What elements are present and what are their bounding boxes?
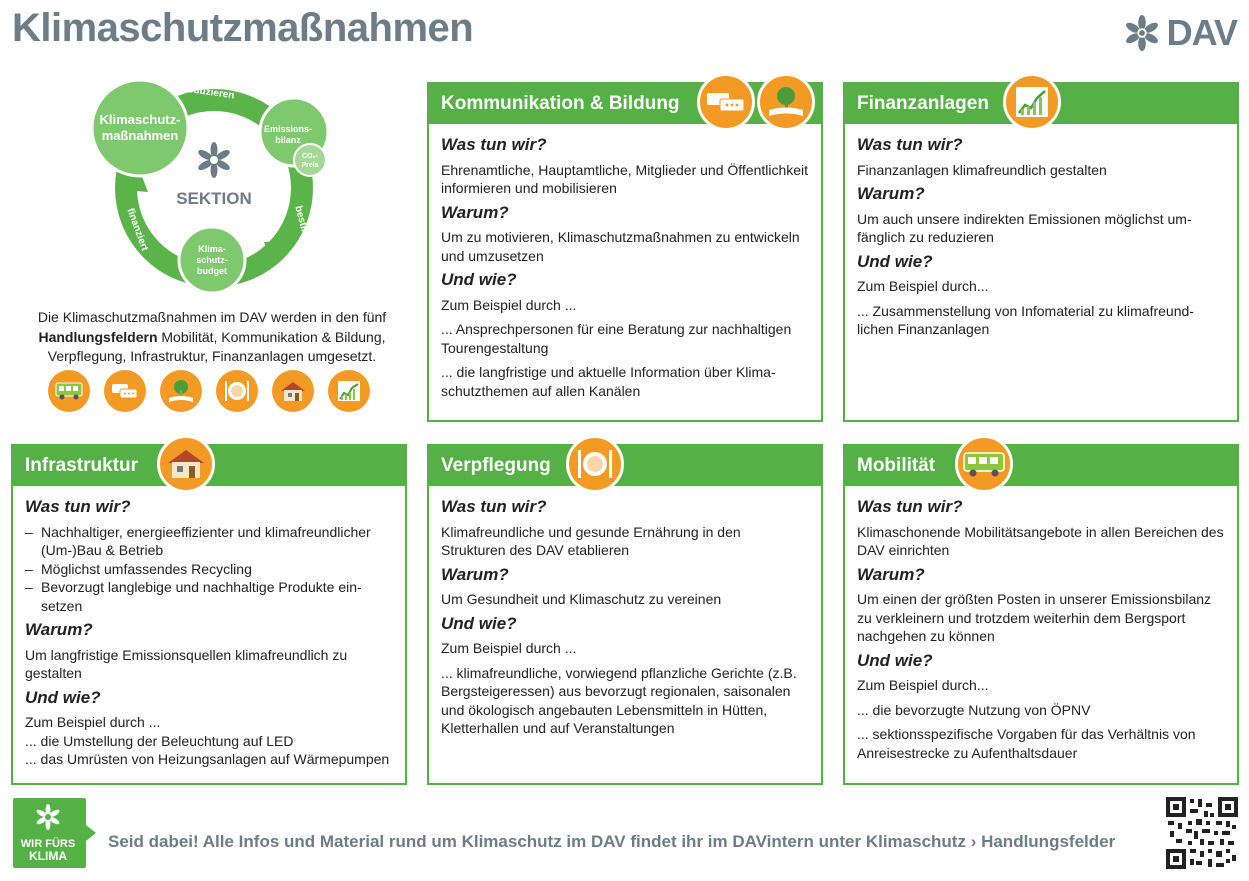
budget-line1: Klima- [198, 244, 226, 254]
answer-why: Um langfristige Emissionsquellen klimafreundlich zu gestalten [25, 646, 348, 681]
answer-why: Um Gesundheit und Klimaschutz zu vereinen [441, 591, 722, 607]
main-circle-line1: Klimaschutz- [99, 112, 181, 127]
question-how: Und wie? [441, 270, 517, 289]
speech-bubbles-icon [697, 73, 755, 131]
answer-how-item: ... die Umstellung der Beleuchtung auf LED [25, 732, 294, 749]
intro-part2: Mobilität, Kommunikation & Bildung, [157, 328, 386, 345]
emissions-line1: Emissions- [263, 124, 313, 134]
arc-label-right: bestimmt [292, 204, 315, 251]
footer-text: Seid dabei! Alle Infos und Material rund um Klimaschutz im DAV findet ihr im DAVintern unter Klimaschutz › Handlungsfelder [108, 832, 1116, 851]
answer-how-item: ... die bevorzugte Nutzung von ÖPNV [857, 701, 1091, 718]
question-what: Was tun wir? [441, 135, 547, 154]
answer-why: Um zu motivieren, Klimaschutzmaßnahmen zu entwickeln und umzusetzen [441, 229, 800, 264]
box-infrastruktur [11, 444, 407, 785]
chart-icon [1003, 73, 1061, 131]
answer-what: Klimaschonende Mobilitätsangebote in allen Bereichen des DAV einrichten [857, 523, 1224, 558]
answer-how-item: ... Zusammenstellung von Infomaterial zu klimafreundlichen Finanzanlagen [857, 302, 1194, 337]
list-item: – Bevorzugt langlebige und nachhaltige Produkte einsetzen [25, 578, 393, 615]
list-item: – Nachhaltiger, energieeffizienter und klimafreundlicher (Um-)Bau & Betrieb [25, 523, 393, 560]
answer-what: Finanzanlagen klimafreundlich gestalten [857, 161, 1107, 178]
answer-why: Um einen der größten Posten in unserer Emissionsbilanz zu verkleinern und trotzdem weiterhin dem Bergsport nachgehen zu können [857, 591, 1212, 644]
answer-how-item: ... die langfristige und aktuelle Information über Klimaschutzthemen auf allen Kanälen [441, 364, 776, 399]
question-what: Was tun wir? [25, 497, 131, 516]
qr-code[interactable] [1166, 797, 1238, 869]
intro-bold: Handlungsfeldern [38, 328, 158, 345]
house-icon [272, 370, 314, 412]
answer-how-item: ... klimafreundliche, vorwiegend pflanzliche Gerichte (z.B. Bergsteigeressen) aus bevorzugt regionalen, saisonalen und ökologisch angebauten Lebensmitteln in Hütten, Kletterhallen und auf Veranstaltungen [441, 664, 797, 736]
answer-how-item: ... das Umrüsten von Heizungsanlagen auf Wärmepumpen [25, 751, 390, 767]
question-how: Und wie? [857, 251, 933, 271]
answer-what: Klimafreundliche und gesunde Ernährung in den Strukturen des DAV etablieren [441, 523, 741, 558]
speech-bubbles-icon [104, 370, 146, 412]
edelweiss-icon [197, 142, 232, 178]
answer-how-item: ... Ansprechpersonen für eine Beratung zur nachhaltigen Tourengestaltung [441, 321, 792, 356]
question-why: Warum? [441, 202, 509, 222]
plate-icon [216, 370, 258, 412]
tree-book-icon [160, 370, 202, 412]
question-why: Warum? [857, 564, 925, 584]
question-how: Und wie? [25, 687, 101, 707]
intro-part1: Die Klimaschutzmaßnahmen im DAV werden in den fünf [37, 309, 387, 325]
box-kommunikation [427, 82, 823, 422]
box-mobilitaet-title: Mobilität [845, 446, 1237, 486]
dav-logo-text: DAV [1166, 12, 1237, 53]
box-mobilitaet [843, 444, 1239, 785]
intro-part3: Verpflegung, Infrastruktur, Finanzanlagen umgesetzt. [47, 348, 377, 364]
question-how: Und wie? [857, 650, 933, 670]
box-finanzanlagen-title: Finanzanlagen [845, 84, 1237, 124]
answer-how: Zum Beispiel durch ... [25, 714, 161, 730]
question-what: Was tun wir? [857, 135, 963, 154]
arc-label-top: reduzieren [183, 83, 236, 102]
dav-logo [1123, 12, 1237, 54]
chart-icon [328, 370, 370, 412]
answer-what: Ehrenamtliche, Hauptamtliche, Mitglieder und Öffentlichkeit informieren und mobilisieren [441, 161, 809, 196]
co2-line2: Preis [301, 162, 319, 169]
wir-fuers-klima-badge [12, 797, 98, 869]
badge-line2: KLIMA [29, 849, 67, 863]
box-infrastruktur-title: Infrastruktur [13, 446, 405, 486]
box-finanzanlagen [843, 82, 1239, 422]
list-item: – Möglichst umfassendes Recycling [25, 560, 393, 579]
question-why: Warum? [441, 564, 509, 584]
badge-line1: WIR FÜRS [20, 838, 76, 850]
budget-line2: schutz- [196, 255, 228, 265]
emissions-line2: bilanz [275, 135, 301, 145]
icon-row [48, 370, 370, 412]
house-icon [157, 435, 215, 493]
answer-why: Um auch unsere indirekten Emissionen möglichst umfänglich zu reduzieren [857, 210, 1192, 245]
plate-icon [566, 435, 624, 493]
question-why: Warum? [857, 184, 925, 203]
edelweiss-icon [1123, 14, 1161, 52]
co2-circle [294, 144, 326, 176]
budget-line3: budget [197, 266, 227, 276]
box-verpflegung [427, 444, 823, 785]
page-title: Klimaschutzmaßnahmen [12, 6, 474, 50]
bus-icon [48, 370, 90, 412]
question-why: Warum? [25, 620, 93, 639]
intro-text [20, 308, 404, 367]
box-kommunikation-title: Kommunikation & Bildung [429, 84, 821, 124]
co2-line1: CO₂- [302, 153, 318, 160]
answer-how-item: ... sektionsspezifische Vorgaben für das Verhältnis von Anreisestrecke zu Aufenthaltsdauer [857, 726, 1196, 761]
measures-list [25, 523, 393, 616]
center-label: SEKTION [176, 189, 252, 208]
answer-how: Zum Beispiel durch ... [441, 640, 577, 656]
box-verpflegung-title: Verpflegung [429, 446, 821, 486]
arc-label-left: finanziert [124, 206, 150, 253]
bus-icon [955, 435, 1013, 493]
question-how: Und wie? [441, 613, 517, 633]
climate-cycle-diagram [84, 70, 344, 300]
main-circle-line2: maßnahmen [101, 128, 179, 143]
tree-book-icon [757, 73, 815, 131]
question-what: Was tun wir? [857, 497, 963, 516]
question-what: Was tun wir? [441, 497, 547, 516]
answer-how: Zum Beispiel durch ... [441, 296, 577, 313]
answer-how: Zum Beispiel durch... [857, 677, 989, 693]
answer-how: Zum Beispiel durch... [857, 278, 989, 294]
